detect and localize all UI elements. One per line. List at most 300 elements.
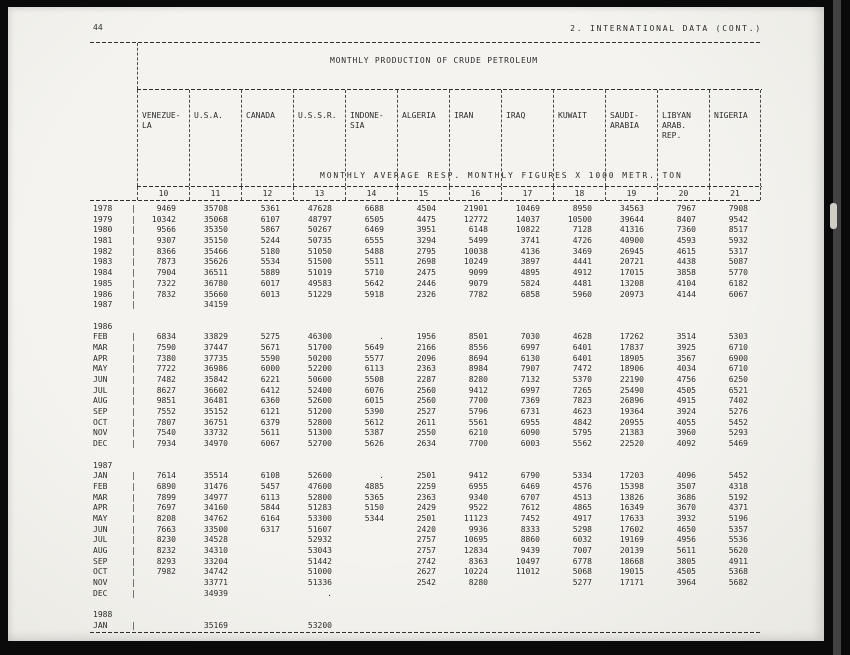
data-cell [137, 589, 189, 600]
divider-bar: | [131, 492, 136, 502]
data-cell: 4615 [676, 246, 696, 256]
data-cell: 51700 [307, 342, 332, 352]
row-label: SEP [93, 407, 108, 417]
table-row [90, 396, 762, 407]
table-row [90, 439, 762, 450]
data-cell: 52600 [307, 396, 332, 406]
data-cell: 6710 [728, 342, 748, 352]
data-cell: 7873 [156, 257, 176, 267]
divider-bar: | [131, 289, 136, 299]
data-cell: 5368 [728, 567, 748, 577]
column-number: 17 [501, 187, 553, 200]
data-cell: 4104 [676, 278, 696, 288]
data-cell [605, 300, 657, 311]
data-cell: 18906 [619, 364, 644, 374]
column-number: 15 [397, 187, 449, 200]
data-cell: 7472 [572, 364, 592, 374]
data-cell: 9099 [468, 268, 488, 278]
data-cell: 2560 [416, 385, 436, 395]
data-cell [137, 578, 189, 589]
column-header-line: ARABIA [610, 121, 639, 130]
data-cell [241, 546, 293, 557]
data-cell: 50600 [307, 375, 332, 384]
table-row [90, 418, 762, 429]
data-cell: 9936 [468, 524, 488, 534]
data-cell: 5275 [260, 332, 280, 342]
data-cell [241, 589, 293, 600]
data-cell [501, 578, 553, 589]
data-cell: 5867 [260, 225, 280, 235]
data-cell: 2446 [416, 278, 436, 288]
data-cell: 9412 [468, 385, 488, 395]
row-label: MAY [93, 513, 108, 523]
data-cell: 52600 [307, 471, 332, 481]
data-cell: 5192 [728, 492, 748, 502]
data-cell: 10249 [463, 257, 488, 267]
divider-line [90, 632, 762, 633]
data-cell: 5303 [728, 332, 748, 342]
data-cell: 6469 [520, 481, 540, 491]
data-cell: 7369 [520, 396, 540, 406]
data-cell: 4956 [676, 535, 696, 545]
data-cell: 6790 [520, 471, 540, 481]
data-cell: 3741 [520, 236, 540, 246]
divider-bar: | [131, 439, 136, 449]
data-cell: 36780 [203, 278, 228, 288]
data-cell: 10342 [151, 214, 176, 224]
row-label: APR [93, 503, 108, 513]
data-cell: 7322 [156, 278, 176, 288]
data-cell: 34159 [203, 300, 228, 310]
data-cell: 5562 [572, 439, 592, 449]
data-cell: 6013 [260, 289, 280, 299]
data-cell: 20721 [619, 257, 644, 267]
data-cell: 5796 [468, 407, 488, 417]
spacer-row [90, 450, 762, 461]
data-cell: 35150 [203, 236, 228, 246]
data-cell: 40900 [619, 236, 644, 246]
data-cell: 25490 [619, 385, 644, 395]
data-cell: 6401 [572, 342, 592, 352]
data-cell: 35466 [203, 246, 228, 256]
data-cell: 4912 [572, 268, 592, 278]
data-cell: 2560 [416, 396, 436, 406]
table-row [90, 493, 762, 504]
row-label: DEC [93, 439, 108, 449]
data-cell: 19364 [619, 407, 644, 417]
data-cell: 6707 [520, 492, 540, 502]
data-cell: 9307 [156, 236, 176, 246]
spacer-row [90, 599, 762, 610]
row-label: NOV [93, 578, 108, 588]
data-cell: 7007 [572, 546, 592, 555]
row-label: MAR [93, 492, 108, 502]
data-cell: 5387 [364, 428, 384, 438]
scanned-page [8, 7, 824, 641]
data-cell: 52400 [307, 385, 332, 395]
data-cell [345, 525, 397, 536]
data-cell: 4505 [676, 567, 696, 577]
data-cell: 52700 [307, 439, 332, 449]
table-row [90, 290, 762, 301]
section-year: 1986 [93, 321, 113, 331]
data-cell: 3932 [676, 513, 696, 523]
data-cell: 37447 [203, 342, 228, 352]
divider-bar: | [131, 578, 136, 588]
table-row [90, 236, 762, 247]
divider-bar: | [131, 556, 136, 566]
data-cell: 4623 [572, 407, 592, 417]
data-cell: 3858 [676, 268, 696, 278]
data-cell: 5087 [728, 257, 748, 267]
data-cell: 8230 [156, 535, 176, 545]
table-body [90, 204, 762, 632]
data-cell: 2550 [416, 428, 436, 438]
column-header-line: LA [142, 121, 152, 130]
data-cell: 17171 [619, 578, 644, 588]
data-cell: 35514 [203, 471, 228, 481]
data-cell: 33204 [203, 556, 228, 566]
data-cell: 6505 [364, 214, 384, 224]
data-cell: 2326 [416, 289, 436, 299]
data-cell: 6379 [260, 417, 280, 427]
table-row [90, 257, 762, 268]
data-cell: 4513 [572, 492, 592, 502]
data-cell: 46300 [307, 332, 332, 342]
data-cell: 4628 [572, 332, 592, 342]
data-cell: 7552 [156, 407, 176, 417]
data-cell: 48797 [307, 214, 332, 224]
data-cell: 3925 [676, 342, 696, 352]
data-cell: 7697 [156, 503, 176, 513]
divider-bar: | [131, 375, 136, 384]
data-cell: 6997 [520, 385, 540, 395]
data-cell: 5277 [572, 578, 592, 588]
data-cell: 5682 [728, 578, 748, 588]
data-cell [345, 578, 397, 589]
divider-bar: | [131, 385, 136, 395]
column-number: 12 [241, 187, 293, 200]
data-cell: 4034 [676, 364, 696, 374]
table-row [90, 535, 762, 546]
data-cell: 52800 [307, 492, 332, 502]
data-cell [345, 621, 397, 632]
data-cell: 5452 [728, 471, 748, 481]
data-cell: 20955 [619, 417, 644, 427]
data-cell: 4576 [572, 481, 592, 491]
data-cell: 5334 [572, 471, 592, 481]
column-number: 13 [293, 187, 345, 200]
data-cell: 3514 [676, 332, 696, 342]
table-row [90, 247, 762, 258]
row-label: SEP [93, 556, 108, 566]
row-label: OCT [93, 417, 108, 427]
data-cell: 41316 [619, 225, 644, 235]
data-cell: 8627 [156, 385, 176, 395]
data-cell: 8293 [156, 556, 176, 566]
data-cell: 7982 [156, 567, 176, 577]
data-cell: 7452 [520, 513, 540, 523]
data-cell: 5357 [728, 524, 748, 534]
divider-bar: | [131, 236, 136, 246]
data-cell: 5612 [364, 417, 384, 427]
row-label: JUL [93, 385, 108, 395]
data-cell: 8860 [520, 535, 540, 545]
divider-bar: | [131, 471, 136, 481]
data-cell: 7128 [572, 225, 592, 235]
data-cell: . [327, 588, 332, 598]
data-cell: 33829 [203, 332, 228, 342]
row-label: 1984 [93, 268, 113, 278]
divider-bar: | [131, 535, 136, 545]
data-cell: 5180 [260, 246, 280, 256]
data-cell: 5457 [260, 481, 280, 491]
data-cell: 9439 [520, 546, 540, 555]
data-cell: 2527 [416, 407, 436, 417]
data-cell: 11123 [463, 513, 488, 523]
data-cell: 50267 [307, 225, 332, 235]
table-row [90, 407, 762, 418]
data-cell: 3507 [676, 481, 696, 491]
data-cell [501, 589, 553, 600]
table-row [90, 279, 762, 290]
column-header-line: U.S.S.R. [298, 111, 337, 120]
divider-bar: | [131, 278, 136, 288]
data-cell: 22520 [619, 439, 644, 449]
data-cell: 34762 [203, 513, 228, 523]
data-cell: 5795 [572, 428, 592, 438]
data-cell: 7700 [468, 396, 488, 406]
data-cell: 2363 [416, 364, 436, 374]
data-cell: 13826 [619, 492, 644, 502]
data-cell: 5932 [728, 236, 748, 246]
data-cell: 37735 [203, 353, 228, 363]
table-row [90, 567, 762, 578]
data-cell: 10224 [463, 567, 488, 577]
data-cell: 4885 [364, 481, 384, 491]
data-cell: 51019 [307, 268, 332, 278]
data-cell: 1956 [416, 332, 436, 342]
divider-bar: | [131, 396, 136, 406]
divider-bar: | [131, 567, 136, 577]
divider-bar: | [131, 342, 136, 352]
data-cell: 51607 [307, 524, 332, 534]
data-cell: 36511 [203, 268, 228, 278]
data-cell: 5536 [728, 535, 748, 545]
data-cell: 7360 [676, 225, 696, 235]
data-cell: 5889 [260, 268, 280, 278]
data-cell: 5361 [260, 204, 280, 213]
data-cell: 6000 [260, 364, 280, 374]
data-cell: 4865 [572, 503, 592, 513]
data-cell: 2501 [416, 471, 436, 481]
data-cell: 21901 [463, 204, 488, 213]
section-year: 1988 [93, 610, 113, 620]
data-cell: 34742 [203, 567, 228, 577]
data-cell: 10695 [463, 535, 488, 545]
row-label: 1983 [93, 257, 113, 267]
data-cell: 12834 [463, 546, 488, 555]
column-header-line: LIBYAN [662, 111, 691, 120]
data-cell: 2627 [416, 567, 436, 577]
table-row [90, 332, 762, 343]
data-cell: 52200 [307, 364, 332, 374]
data-cell: 5590 [260, 353, 280, 363]
data-cell: 7904 [156, 268, 176, 278]
table-row [90, 557, 762, 568]
column-header-line: SAUDI- [610, 111, 639, 120]
data-cell: 4441 [572, 257, 592, 267]
data-cell [345, 567, 397, 578]
column-numbers-row [137, 187, 762, 200]
divider-bar: | [131, 246, 136, 256]
data-cell: 2611 [416, 417, 436, 427]
data-cell: 3805 [676, 556, 696, 566]
data-cell: 8501 [468, 332, 488, 342]
data-cell [449, 621, 501, 632]
row-label: JAN [93, 471, 108, 481]
row-label: JUN [93, 375, 108, 384]
data-cell: 10497 [515, 556, 540, 566]
data-cell: 5511 [364, 257, 384, 267]
data-cell: 6108 [260, 471, 280, 481]
data-cell: 5710 [364, 268, 384, 278]
data-cell: 2634 [416, 439, 436, 449]
table-row [90, 514, 762, 525]
row-label: DEC [93, 588, 108, 598]
table-row [90, 364, 762, 375]
data-cell: 7967 [676, 204, 696, 213]
divider-bar: | [131, 481, 136, 491]
scan-edge-strip [833, 0, 841, 655]
data-cell: 6890 [156, 481, 176, 491]
data-cell: 6731 [520, 407, 540, 417]
data-cell: 6032 [572, 535, 592, 545]
table-row [90, 268, 762, 279]
data-cell: 6997 [520, 342, 540, 352]
data-cell: 5150 [364, 503, 384, 513]
data-cell: 16349 [619, 503, 644, 513]
data-cell [241, 557, 293, 568]
data-cell: 4650 [676, 524, 696, 534]
data-cell [449, 300, 501, 311]
table-row [90, 482, 762, 493]
data-cell: 8694 [468, 353, 488, 363]
data-cell: 7907 [520, 364, 540, 374]
data-cell: 2698 [416, 257, 436, 267]
data-cell: 4915 [676, 396, 696, 406]
data-cell: 6955 [468, 481, 488, 491]
column-number: 20 [657, 187, 709, 200]
data-cell: 6003 [520, 439, 540, 449]
row-label: AUG [93, 396, 108, 406]
data-cell: 6017 [260, 278, 280, 288]
data-cell: 5611 [676, 546, 696, 555]
divider-bar: | [131, 204, 136, 213]
data-cell: 51229 [307, 289, 332, 299]
data-cell: 52932 [307, 535, 332, 545]
data-cell: 5365 [364, 492, 384, 502]
row-label: JUL [93, 535, 108, 545]
data-cell [553, 621, 605, 632]
data-cell: 6182 [728, 278, 748, 288]
data-cell: 36751 [203, 417, 228, 427]
divider-bar: | [131, 332, 136, 342]
data-cell: 51000 [307, 567, 332, 577]
data-cell: 3567 [676, 353, 696, 363]
data-cell: 5390 [364, 407, 384, 417]
data-cell: 5770 [728, 268, 748, 278]
column-header-21 [709, 90, 761, 186]
data-cell: 20139 [619, 546, 644, 555]
data-cell: 6900 [728, 353, 748, 363]
data-cell: 5488 [364, 246, 384, 256]
data-cell: 4481 [572, 278, 592, 288]
page-header: 2. INTERNATIONAL DATA (CONT.) [570, 24, 762, 33]
data-cell: 7540 [156, 428, 176, 438]
divider-bar: | [131, 353, 136, 363]
data-cell: 17837 [619, 342, 644, 352]
data-cell: 4318 [728, 481, 748, 491]
divider-bar: | [131, 257, 136, 267]
data-cell: 4911 [728, 556, 748, 566]
data-cell: 6107 [260, 214, 280, 224]
data-cell [241, 621, 293, 632]
data-cell: 5317 [728, 246, 748, 256]
data-cell: 52800 [307, 417, 332, 427]
data-cell: 7934 [156, 439, 176, 449]
data-cell: 3960 [676, 428, 696, 438]
data-cell: 7590 [156, 342, 176, 352]
data-cell: 8407 [676, 214, 696, 224]
data-cell: 53200 [307, 620, 332, 630]
data-cell: 50735 [307, 236, 332, 246]
column-header-line: KUWAIT [558, 111, 587, 120]
data-cell: 35068 [203, 214, 228, 224]
column-header-line: ALGERIA [402, 111, 436, 120]
data-cell: 2757 [416, 535, 436, 545]
divider-bar: | [131, 417, 136, 427]
data-cell: 4092 [676, 439, 696, 449]
data-cell: 2795 [416, 246, 436, 256]
data-cell: 15398 [619, 481, 644, 491]
divider-bar: | [131, 407, 136, 417]
data-cell: 6710 [728, 364, 748, 374]
data-cell: 7614 [156, 471, 176, 481]
data-cell: 6130 [520, 353, 540, 363]
data-cell: 6148 [468, 225, 488, 235]
data-cell: 17262 [619, 332, 644, 342]
data-cell [709, 300, 761, 311]
data-cell: 7663 [156, 524, 176, 534]
column-number: 11 [189, 187, 241, 200]
data-cell: 6067 [728, 289, 748, 299]
data-cell [397, 621, 449, 632]
data-cell: 4438 [676, 257, 696, 267]
data-cell: 6113 [364, 364, 384, 374]
data-cell: 6955 [520, 417, 540, 427]
data-cell: 7823 [572, 396, 592, 406]
data-cell [345, 546, 397, 557]
data-cell: 53300 [307, 513, 332, 523]
column-header-line: U.S.A. [194, 111, 223, 120]
divider-bar: | [131, 513, 136, 523]
data-cell: 7908 [728, 204, 748, 213]
row-label: 1982 [93, 246, 113, 256]
data-cell [553, 589, 605, 600]
row-label: 1978 [93, 204, 113, 213]
data-cell: 5344 [364, 513, 384, 523]
